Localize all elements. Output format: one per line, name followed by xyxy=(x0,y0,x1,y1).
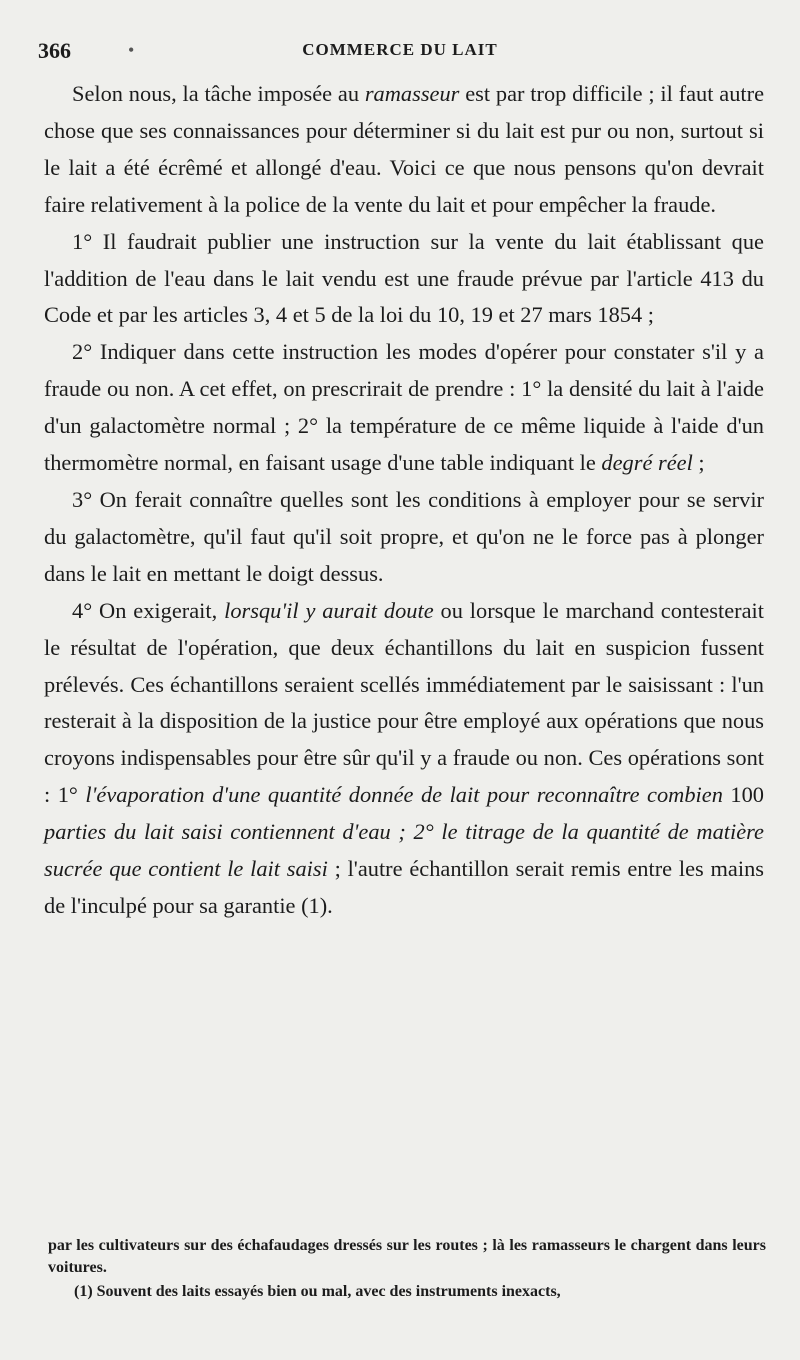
emphasis-ramasseur: ramasseur xyxy=(364,81,460,106)
paragraph-point-4: 4° On exigerait, lorsqu'il y aurait doute ou lorsque le marchand contesterait le résultat de l'opération, que deux échantillons du lait en suspicion fussent prélevés. Ces échantillons seraient scellés immédiatement par le saisissant : l'un resterait à la disposition de la justice pour être employé aux opérations que nous croyons indispensables pour être sûr qu'il y a fraude ou non. Ces opérations sont : 1° l'évaporation d'une quantité donnée de lait pour reconnaître combien 100 parties du lait saisi contiennent d'eau ; 2° le titrage de la quantité de matière sucrée que contient le lait saisi ; l'autre échantillon serait remis entre les mains de l'inculpé pour sa garantie (1). xyxy=(44,597,764,918)
emphasis-evaporation: l'évaporation d'une quantité donnée de lait pour reconnaître combien xyxy=(85,782,723,808)
paragraph-point-2: 2° Indiquer dans cette instruction les modes d'opérer pour constater s'il y a fraude ou non. A cet effet, on prescrirait de prendre : 1° la densité du lait à l'aide d'un galactomètre normal ; 2° la température de ce même liquide à l'aide d'un thermomètre normal, en faisant usage d'une table indiquant le degré réel ; xyxy=(44,339,764,476)
footnotes xyxy=(48,1235,766,1303)
emphasis-titrage: parties du lait saisi contiennent d'eau ; 2° le titrage de la quantité de matière sucrée que contient le lait saisi xyxy=(44,819,764,882)
paragraph-point-3: 3° On ferait connaître quelles sont les conditions à employer pour se servir du galactomètre, qu'il faut qu'il soit propre, et qu'on ne le force pas à plonger dans le lait en mettant le doigt dessus. xyxy=(44,486,764,586)
page-header xyxy=(38,38,762,68)
emphasis-doute: lorsqu'il y aurait doute xyxy=(224,597,434,623)
header-dot: • xyxy=(128,40,135,60)
emphasis-degre-reel: degré réel xyxy=(601,450,693,476)
paragraph-intro: Selon nous, la tâche imposée au ramasseur est par trop difficile ; il faut autre chose que ses connaissances pour déterminer si du lait est pur ou non, surtout si le lait a été écrêmé et allongé d'eau. Voici ce que nous pensons qu'on devrait faire relativement à la police de la vente du lait et pour empêcher la fraude. xyxy=(44,81,765,217)
paragraph-point-1: 1° Il faudrait publier une instruction sur la vente du lait établissant que l'addition de l'eau dans le lait vendu est une fraude prévue par l'article 413 du Code et par les articles 3, 4 et 5 de la loi du 10, 19 et 27 mars 1854 ; xyxy=(44,228,764,328)
footnote-continuation: par les cultivateurs sur des échafaudages dressés sur les routes ; là les ramasseurs le chargent dans leurs voitures. xyxy=(48,1237,766,1276)
running-title: COMMERCE DU LAIT xyxy=(302,40,498,59)
footnote-1: (1) Souvent des laits essayés bien ou mal, avec des instruments inexacts, xyxy=(74,1283,561,1300)
body-text xyxy=(44,76,764,925)
page-number: 366 xyxy=(38,38,71,63)
